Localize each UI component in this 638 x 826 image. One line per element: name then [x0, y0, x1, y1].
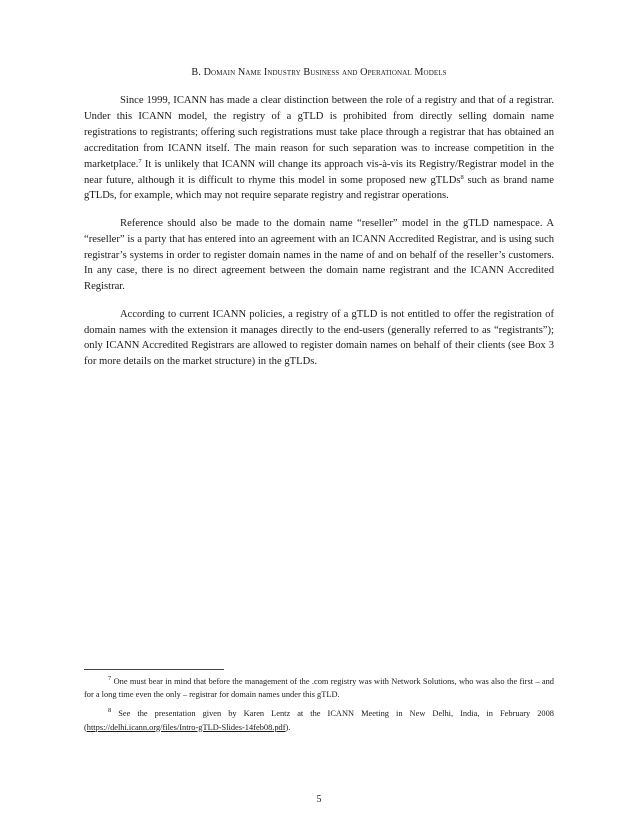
paragraph-2: Reference should also be made to the domain name “reseller” model in the gTLD namespace. A “reseller” is a party that has entered into an agreement with an ICANN Accredited Registrar, and is using such registrar’s systems in order to register domain names in the name of and on behalf of the reseller’s customers. In any case, there is no direct agreement between the domain name registrant and the ICANN Accredited Registrar.	[84, 217, 554, 293]
section-heading-prefix: B.	[191, 67, 204, 78]
footnote-ref-8[interactable]: 8	[460, 173, 464, 181]
footnote-8-link[interactable]: https://delhi.icann.org/files/Intro-gTLD-Slides-14feb08.pdf	[86, 722, 286, 732]
footnotes	[84, 675, 554, 740]
body-text	[84, 93, 554, 382]
footnote-7	[84, 675, 554, 701]
paragraph-1-part-c: such as brand name gTLDs, for example, which may not require separate registry and registrar operations.	[84, 174, 554, 202]
paragraph-1	[84, 93, 554, 204]
paragraph-1-part-b: It is unlikely that ICANN will change its approach vis-à-vis its Registry/Registrar model in the near future, although it is difficult to rhyme this model in some proposed new gTLDs	[84, 158, 554, 186]
paragraph-3: According to current ICANN policies, a registry of a gTLD is not entitled to offer the registration of domain names with the extension it manages directly to the end-users (generally referred to as “registrants”); only ICANN Accredited Registrars are allowed to register domain names on behalf of their clients (see Box 3 for more details on the market structure) in the gTLDs.	[84, 308, 554, 368]
footnote-8	[84, 707, 554, 733]
footnote-8-end: ).	[285, 722, 291, 732]
footnote-8-text: See the presentation given by Karen Lentz at the ICANN Meeting in New Delhi, India, in February 2008 (	[84, 709, 554, 732]
footnote-7-text: One must bear in mind that before the management of the .com registry was with Network Solutions, who was also the first – and for a long time even the only – registrar for domain names under this gTLD.	[84, 677, 554, 700]
section-heading-title: Domain Name Industry Business and Operational Models	[203, 67, 447, 78]
paragraph-1-part-a: Since 1999, ICANN has made a clear distinction between the role of a registry and that of a registrar. Under this ICANN model, the registry of a gTLD is prohibited from directly selling domain name registrations to registrants; offering such registrations must take place through a registrar that has obtained an accreditation from ICANN itself. The main reason for such separation was to increase competition in the marketplace.	[84, 95, 554, 170]
footnote-ref-7[interactable]: 7	[138, 157, 142, 165]
footnote-7-number: 7	[108, 675, 112, 682]
section-heading	[0, 67, 638, 78]
footnote-separator	[84, 669, 224, 670]
footnote-8-number: 8	[108, 707, 112, 715]
page-number: 5	[316, 794, 322, 805]
